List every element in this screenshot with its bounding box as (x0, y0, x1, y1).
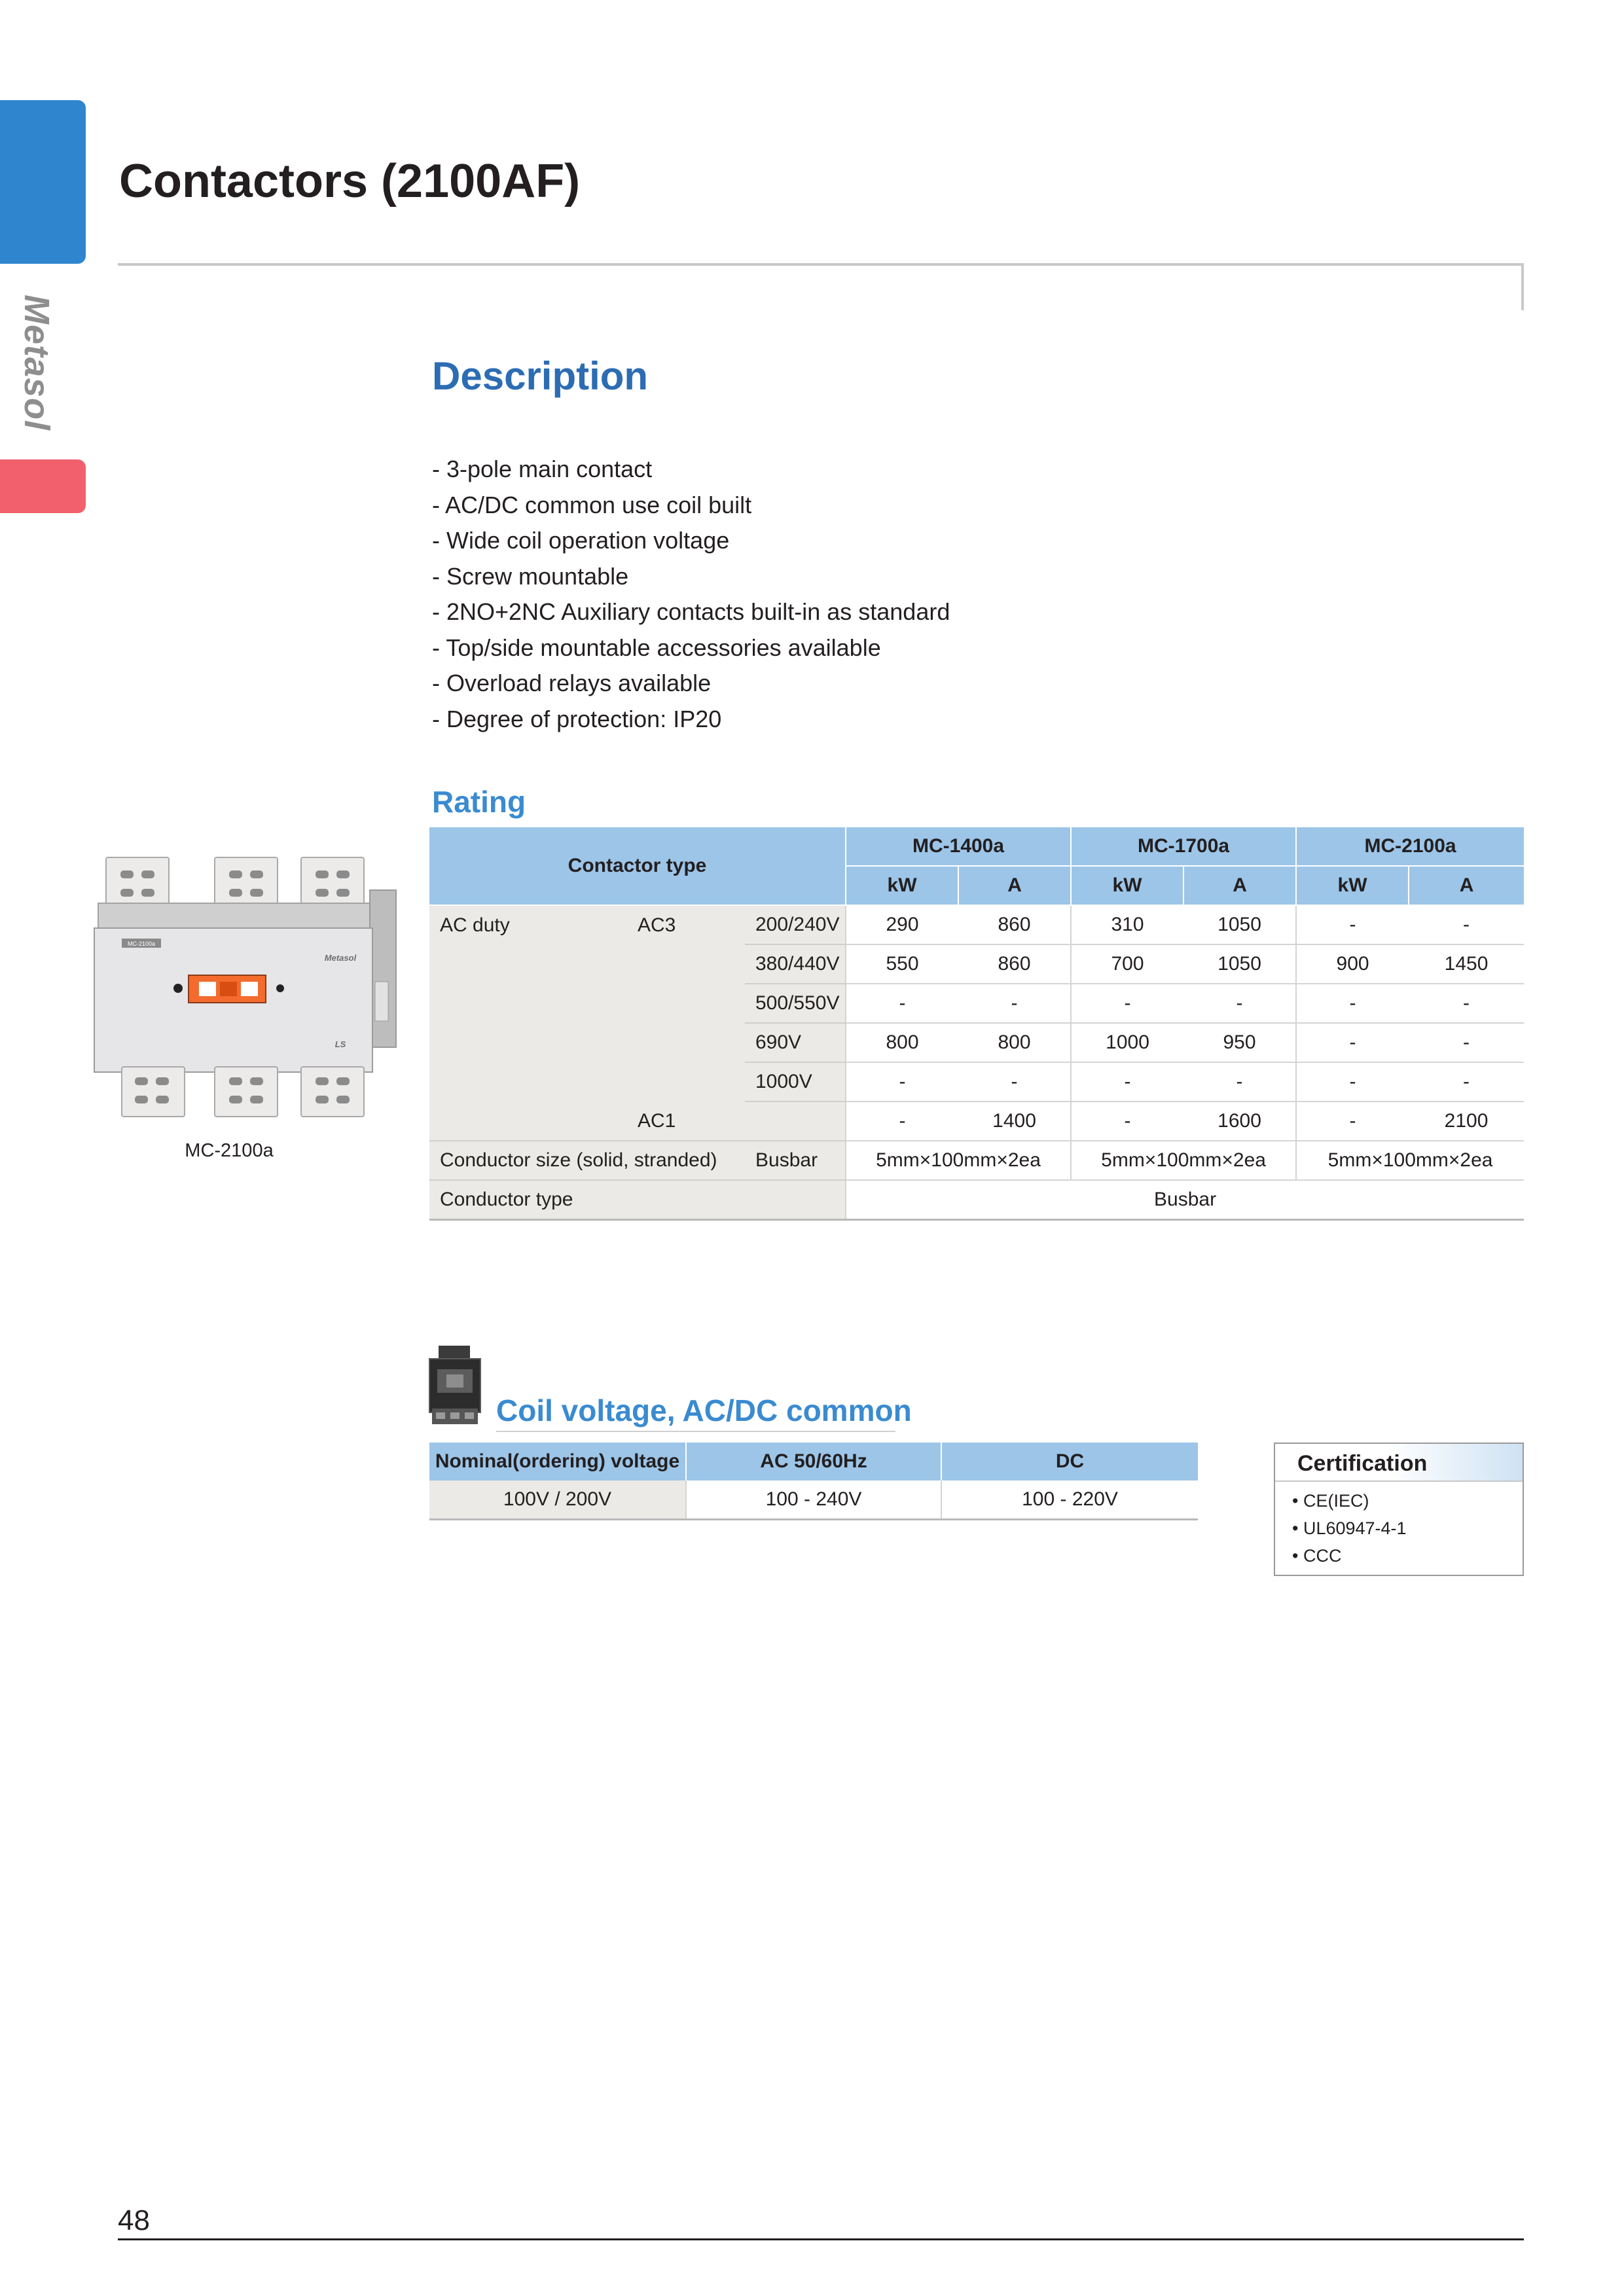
product-nameplate: MC-2100a (127, 941, 156, 947)
product-caption: MC-2100a (185, 1140, 274, 1161)
description-item: - 2NO+2NC Auxiliary contacts built-in as standard (432, 598, 950, 625)
title-divider (118, 263, 1524, 266)
table-cell: 1450 (1409, 944, 1524, 984)
title-divider-tick (1521, 263, 1524, 310)
table-cell: 100 - 220V (941, 1480, 1198, 1520)
table-cell: - (846, 1062, 958, 1102)
description-item: - 3-pole main contact (432, 456, 653, 482)
description-item: - Screw mountable (432, 562, 629, 590)
table-cell: 100 - 240V (686, 1480, 941, 1520)
section-tab-blue (0, 100, 86, 264)
unit-header: A (958, 866, 1071, 905)
coil-table (429, 1443, 1198, 1520)
row-label: Conductor type (429, 1180, 846, 1220)
table-cell: - (1183, 1062, 1296, 1102)
table-cell: 800 (846, 1023, 958, 1062)
row-label (429, 1062, 627, 1102)
unit-header: kW (846, 866, 958, 905)
product-logo: LS (334, 1039, 346, 1049)
description-item: - Wide coil operation voltage (432, 527, 730, 554)
row-label: AC duty (429, 905, 627, 944)
table-cell: - (958, 984, 1071, 1023)
table-cell: 1050 (1183, 905, 1296, 944)
row-label: Busbar (745, 1141, 846, 1180)
product-brand: Metasol (324, 953, 357, 963)
table-cell: 1000 (1071, 1023, 1183, 1062)
contactor-type-header: Contactor type (429, 827, 846, 905)
table-row (429, 1062, 1524, 1102)
table-cell: 1600 (1183, 1102, 1296, 1141)
table-cell: 290 (846, 905, 958, 944)
certification-item: • CE(IEC) (1292, 1491, 1369, 1511)
row-label: Conductor size (solid, stranded) (429, 1141, 745, 1180)
table-row (429, 1141, 1524, 1180)
row-label: AC1 (627, 1102, 745, 1141)
rating-heading: Rating (432, 785, 526, 819)
table-row (429, 1180, 1524, 1220)
table-cell: Busbar (846, 1180, 1524, 1220)
row-label: 200/240V (745, 905, 846, 944)
certification-list (1275, 1487, 1523, 1570)
table-cell: - (958, 1062, 1071, 1102)
table-cell: - (1409, 1062, 1524, 1102)
description-item: - Top/side mountable accessories available (432, 634, 881, 661)
coil-heading: Coil voltage, AC/DC common (496, 1393, 912, 1427)
row-label (429, 984, 627, 1023)
table-row (429, 1023, 1524, 1062)
table-cell: 860 (958, 905, 1071, 944)
row-label: 380/440V (745, 944, 846, 984)
table-cell: 100V / 200V (429, 1480, 686, 1520)
table-cell: - (1296, 1062, 1409, 1102)
table-row (429, 1480, 1198, 1520)
coil-icon (427, 1343, 483, 1428)
unit-header: A (1409, 866, 1524, 905)
row-label: 690V (745, 1023, 846, 1062)
table-cell: 900 (1296, 944, 1409, 984)
table-cell: 1400 (958, 1102, 1071, 1141)
row-label (627, 1062, 745, 1102)
model-header: MC-2100a (1296, 827, 1524, 866)
row-label (627, 944, 745, 984)
row-label: AC3 (627, 905, 745, 944)
table-cell: 700 (1071, 944, 1183, 984)
table-cell: - (1296, 905, 1409, 944)
coil-header: Nominal(ordering) voltage (429, 1443, 686, 1480)
table-cell: - (1409, 984, 1524, 1023)
table-cell: 800 (958, 1023, 1071, 1062)
model-header: MC-1700a (1071, 827, 1296, 866)
table-row (429, 1102, 1524, 1141)
unit-header: kW (1296, 866, 1409, 905)
row-label (429, 1102, 627, 1141)
rating-header-row (429, 827, 1524, 866)
footer-divider (118, 2238, 1524, 2240)
row-label (627, 1023, 745, 1062)
row-label (627, 984, 745, 1023)
certification-box (1274, 1443, 1524, 1576)
table-cell: 5mm×100mm×2ea (1071, 1141, 1296, 1180)
table-cell: 860 (958, 944, 1071, 984)
unit-header: A (1183, 866, 1296, 905)
table-cell: - (1183, 984, 1296, 1023)
table-cell: 5mm×100mm×2ea (1296, 1141, 1524, 1180)
rating-table (429, 827, 1524, 1221)
certification-heading: Certification (1275, 1444, 1523, 1482)
section-tab-red (0, 459, 86, 513)
row-label (429, 1023, 627, 1062)
product-image (92, 851, 399, 1126)
description-list (432, 452, 950, 737)
page-number: 48 (118, 2204, 150, 2236)
row-label: 1000V (745, 1062, 846, 1102)
row-label (745, 1102, 846, 1141)
description-item: - Degree of protection: IP20 (432, 705, 722, 732)
table-cell: - (1071, 1102, 1183, 1141)
table-row (429, 905, 1524, 944)
table-cell: - (1296, 984, 1409, 1023)
coil-header: AC 50/60Hz (686, 1443, 941, 1480)
row-label (429, 944, 627, 984)
coil-header-row (429, 1443, 1198, 1480)
table-cell: 310 (1071, 905, 1183, 944)
description-item: - Overload relays available (432, 670, 712, 696)
description-heading: Description (432, 354, 649, 398)
table-row (429, 984, 1524, 1023)
coil-heading-underline (496, 1431, 895, 1432)
table-cell: 5mm×100mm×2ea (846, 1141, 1071, 1180)
row-label: 500/550V (745, 984, 846, 1023)
table-cell: - (1071, 1062, 1183, 1102)
table-row (429, 944, 1524, 984)
table-cell: - (846, 1102, 958, 1141)
table-cell: - (1071, 984, 1183, 1023)
coil-header: DC (941, 1443, 1198, 1480)
certification-item: • CCC (1292, 1546, 1342, 1566)
table-cell: - (1296, 1102, 1409, 1141)
model-header: MC-1400a (846, 827, 1071, 866)
unit-header: kW (1071, 866, 1183, 905)
table-cell: - (1296, 1023, 1409, 1062)
certification-item: • UL60947-4-1 (1292, 1518, 1407, 1538)
table-cell: 2100 (1409, 1102, 1524, 1141)
table-cell: - (1409, 905, 1524, 944)
side-tab-label: Metasol (17, 294, 56, 431)
table-cell: - (1409, 1023, 1524, 1062)
table-cell: 550 (846, 944, 958, 984)
page-title: Contactors (2100AF) (119, 155, 581, 207)
table-cell: 950 (1183, 1023, 1296, 1062)
table-cell: - (846, 984, 958, 1023)
description-item: - AC/DC common use coil built (432, 491, 752, 518)
table-cell: 1050 (1183, 944, 1296, 984)
